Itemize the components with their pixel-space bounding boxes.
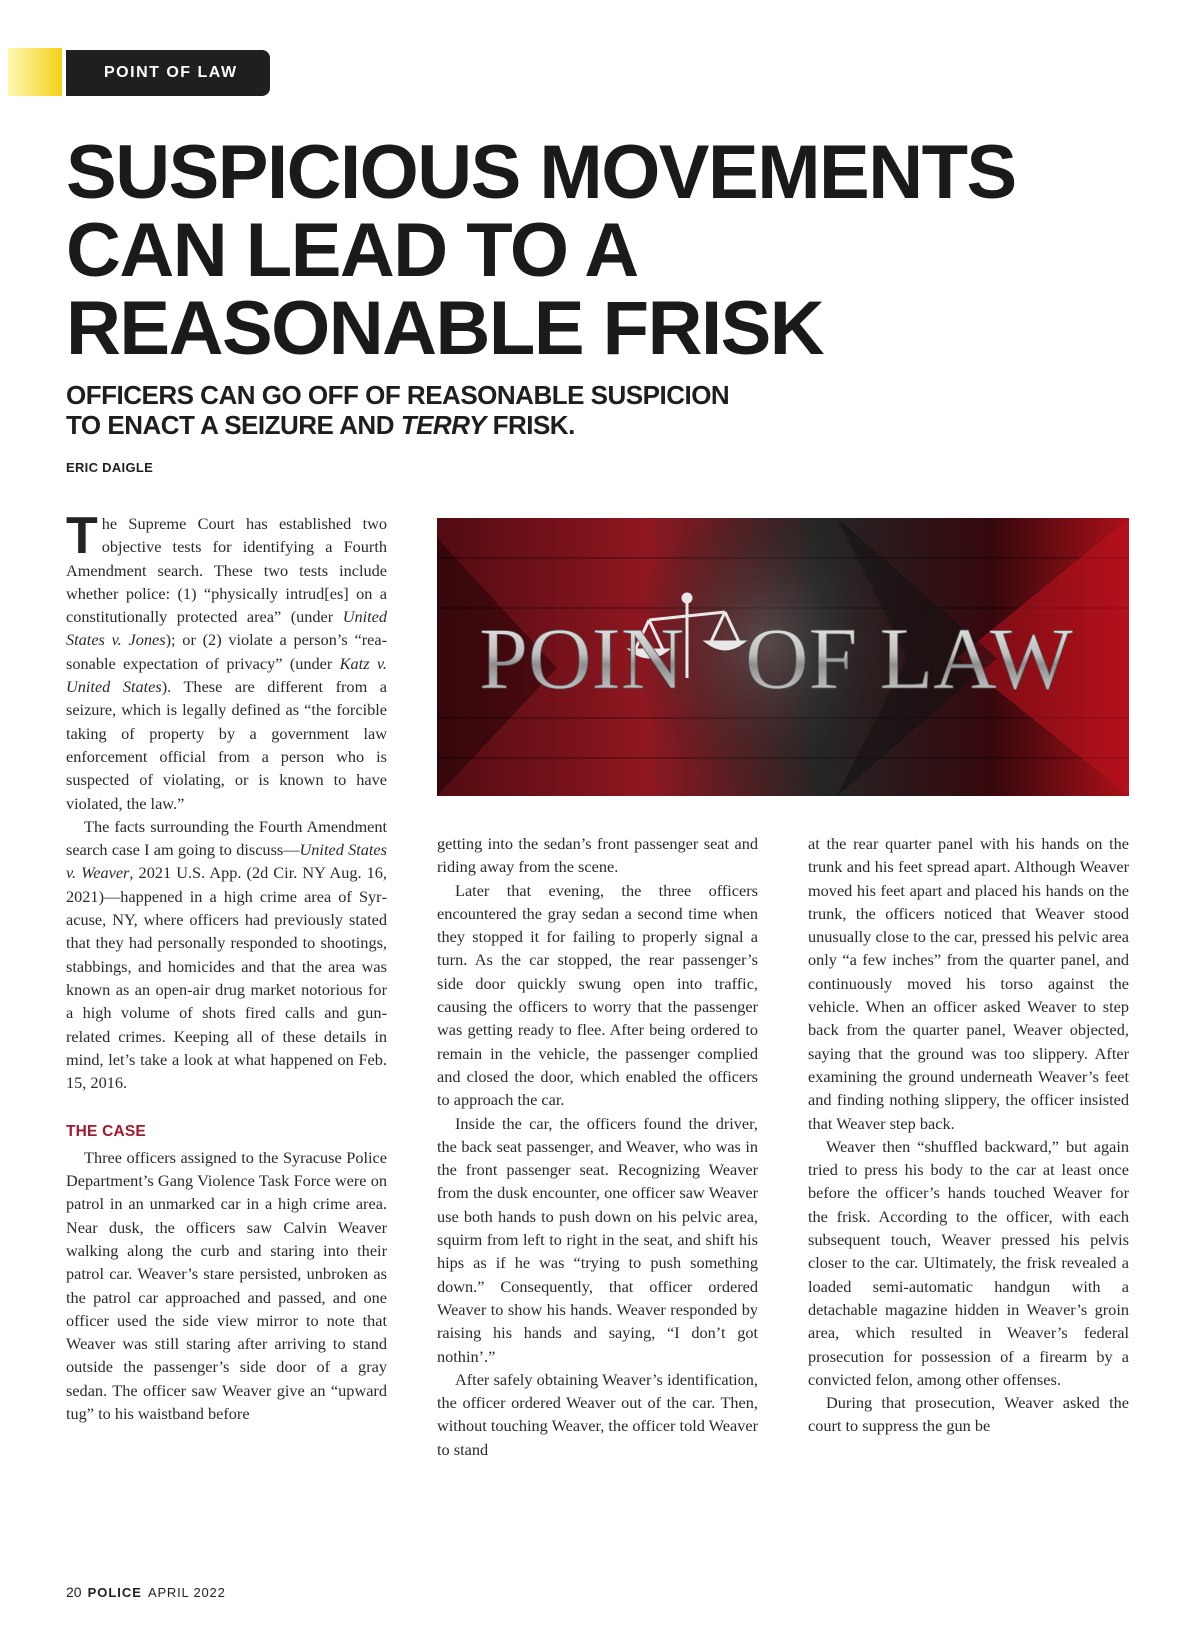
subheadline-text-end: FRISK. [485,410,575,440]
text-run: The facts surrounding the Fourth Amendment search case I am going to discuss— [66,816,387,860]
issue-date: APRIL 2022 [147,1585,226,1600]
headline [66,130,1166,371]
article-column-2 [437,832,758,1461]
text-run: he Supreme Court has established two objective tests for identifying a Fourth Amendment search. These two tests include whether police: (1) “physically intrud[es] on a constitutionally protected area” (under [66,514,387,627]
headline-line-3: REASONABLE FRISK [66,286,824,371]
article-paragraph-3: Three officers assigned to the Syracuse Police Department’s Gang Violence Task Force were on patrol in an unmarked car in a high crime area. Near dusk, the officers saw Calvin Weaver walking along the curb and staring into their patrol car. Weaver’s stare persisted, unbroken as the patrol car approached and passed, and one officer used the side view mirror to note that Weaver was still staring after arriving to stand outside the passenger’s side door of a gray sedan. The officer saw Weaver give an “upward tug” to his waistband before [66,1147,387,1423]
article-paragraph-9: Weaver then “shuffled backward,” but again tried to press his body to the car at least once before the officer’s hands touched Weaver for the frisk. According to the officer, with each subsequent touch, Weaver pressed his pelvis closer to the car. Ultimately, the frisk revealed a loaded semi-automatic handgun with a detachable magazine hidden in Weaver’s groin area, which resulted in Weaver’s federal prosecution for possession of a firearm by a convicted felon, among other offenses. [808,1136,1129,1389]
article-paragraph-5: Later that evening, the three officers encountered the gray sedan a second time when they stopped it for failing to properly signal a turn. As the car stopped, the rear passenger’s side door quickly swung open into traffic, causing the officers to worry that the passenger was getting ready to flee. After being ordered to remain in the vehicle, the passenger complied and closed the door, which enabled the officers to approach the car. [437,880,758,1110]
article-paragraph-6: Inside the car, the officers found the driver, the back seat passenger, and Weaver, who was in the front passenger seat. Recognizing Weaver from the dusk encounter, one officer saw Weaver use both hands to push down on his pelvic area, squirm from left to right in the seat, and shift his hips as if he was “trying to push something down.” Consequently, that officer ordered Weaver to show his hands. Weaver responded by raising his hands and saying, “I don’t got nothin’.” [437,1113,758,1366]
case-citation: Katz v. United States [66,653,387,697]
text-run: , 2021 U.S. App. (2d Cir. NY Aug. 16, 2021)—happened in a high crime area of Syracuse, NY, where officers had previously stated that they had personally responded to shootings, stabbings, and homicides and that the area was known as an open-air drug market notorious for a high volume of shots fired calls and gun-related crimes. Keeping all of these details in mind, let’s take a look at what happened on Feb. 15, 2016. [66,863,388,1093]
subheadline-line-2 [66,410,826,440]
case-citation: United States v. Jones [66,607,387,650]
subheadline-italic: TERRY [400,410,486,440]
article-paragraph-7: After safely obtaining Weaver’s identification, the officer ordered Weaver out of the car. Then, without touching Weaver, the officer told Weaver to stand [437,1369,758,1459]
hero-image-graphic [437,518,1129,796]
paragraph-text [66,507,387,813]
hero-title-left: POIN [479,611,685,708]
subheadline [66,380,826,440]
article-paragraph-2 [66,815,387,1095]
article-column-1 [66,507,388,1425]
headline-line-2: CAN LEAD TO A [66,208,638,293]
page-number: 20 [66,1584,82,1600]
case-citation: United States v. Weaver [66,840,387,883]
hero-title-right: OF LAW [745,611,1073,708]
page-footer [66,1584,226,1600]
article-paragraph-1 [66,507,387,815]
text-run: ). These are different from a seizure, which is legally defined as “the forcible taking of property by a government law enforcement official from a person who is suspected of violating, or is known to have violated, the law.” [66,677,387,813]
headline-line-1: SUSPICIOUS MOVEMENTS [66,130,1016,215]
article-column-3 [808,832,1129,1438]
text-run: ); or (2) violate a person’s “reasonable expectation of privacy” (under [66,630,387,673]
subheadline-text: TO ENACT A SEIZURE AND [66,410,401,440]
article-paragraph-10: During that prosecution, Weaver asked the court to suppress the gun be [808,1393,1129,1436]
subheadline-line-1: OFFICERS CAN GO OFF OF REASONABLE SUSPICION [66,380,730,410]
article-paragraph-4: getting into the sedan’s front passenger seat and riding away from the scene. [437,834,758,877]
section-tag: POINT OF LAW [66,50,270,96]
section-color-tab [8,48,62,96]
hero-image [437,518,1129,796]
drop-cap: T [66,507,98,565]
article-paragraph-8: at the rear quarter panel with his hands on the trunk and his feet spread apart. Although Weaver moved his feet apart and placed his hands on the trunk, the officers noticed that Weaver stood unusually close to the car, pressed his pelvic area only “a few inches” from the quarter panel, and continuously moved his torso against the vehicle. When an officer asked Weaver to step back from the quarter panel, Weaver objected, saying that the ground was too slippery. After examining the ground underneath Weaver’s feet and finding nothing slippery, the officer insisted that Weaver step back. [808,834,1129,1133]
byline: ERIC DAIGLE [66,460,154,475]
paragraph-text [66,817,387,1092]
magazine-name: POLICE [87,1585,142,1600]
section-heading: THE CASE [66,1123,146,1141]
